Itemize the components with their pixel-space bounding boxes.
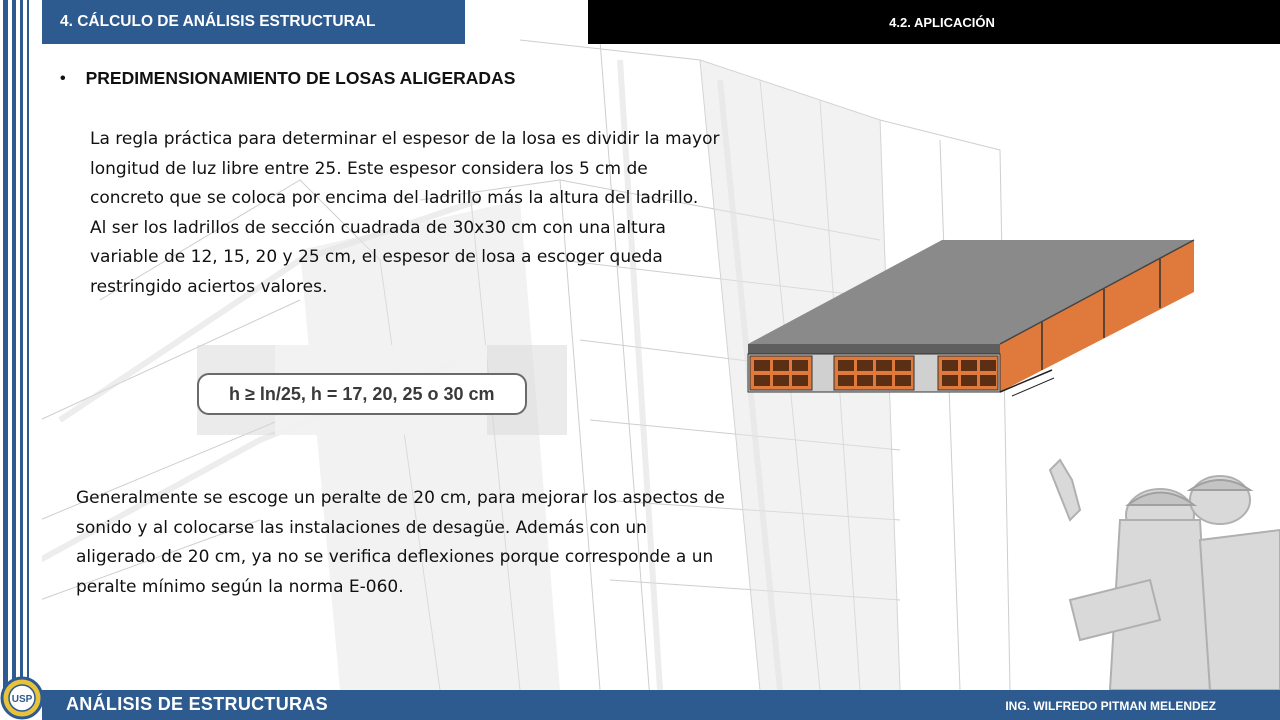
subsection-title: 4.2. APLICACIÓN [889, 14, 995, 30]
section-header-bar [42, 0, 465, 44]
university-logo [0, 668, 46, 720]
slide-heading [60, 68, 515, 89]
author-name: ING. WILFREDO PITMAN MELENDEZ [1005, 699, 1216, 713]
svg-text:USP: USP [11, 694, 33, 705]
paragraph-recommendation: Generalmente se escoge un peralte de 20 cm, para mejorar los aspectos de sonido y al colocarse las instalaciones de desagüe. Además con un aligerado de 20 cm, ya no se verifica deflexiones porque corresponde a un peralte mínimo según la norma E-060. [76, 488, 725, 597]
formula-image [197, 345, 567, 435]
bullet-icon: • [60, 69, 66, 87]
heading-text: PREDIMENSIONAMIENTO DE LOSAS ALIGERADAS [85, 68, 516, 88]
engineers-illustration [1010, 450, 1280, 690]
course-title: ANÁLISIS DE ESTRUCTURAS [66, 694, 328, 714]
paragraph-rule: La regla práctica para determinar el espesor de la losa es dividir la mayor longitud de luz libre entre 25. Este espesor considera los 5 cm de concreto que se coloca por encima del ladrillo más la altura del ladrillo. Al ser los ladrillos de sección cuadrada de 30x30 cm con una altura variable de 12, 15, 20 y 25 cm, el espesor de losa a escoger queda restringido aciertos valores. [90, 129, 720, 297]
formula-box: h ≥ ln/25, h = 17, 20, 25 o 30 cm [197, 373, 527, 415]
subsection-header-bar [588, 0, 1280, 44]
section-title: 4. CÁLCULO DE ANÁLISIS ESTRUCTURAL [60, 13, 376, 30]
slab-illustration [742, 232, 1202, 400]
footer-bar [42, 690, 1280, 720]
left-stripes-decoration [0, 0, 42, 690]
